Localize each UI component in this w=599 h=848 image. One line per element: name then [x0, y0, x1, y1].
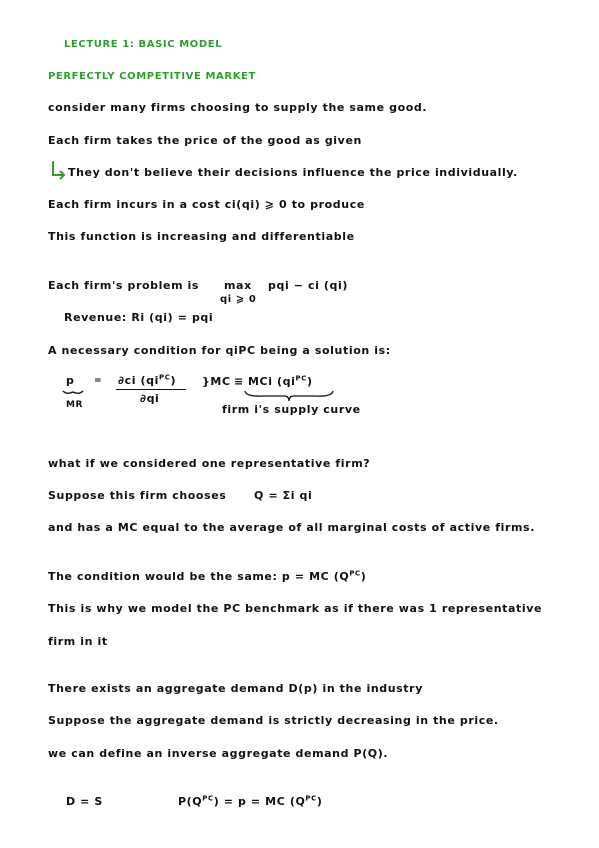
- foc-price: p: [66, 374, 75, 387]
- text-line-16: Suppose the aggregate demand is strictly decreasing in the price.: [48, 714, 499, 727]
- lecture-title: LECTURE 1: BASIC MODEL: [64, 39, 223, 50]
- text-line-10: Suppose this firm chooses: [48, 489, 227, 502]
- text-line-17: we can define an inverse aggregate demand P(Q).: [48, 747, 389, 760]
- foc-mc: }MC: [202, 375, 231, 388]
- foc-equiv: ≡: [234, 375, 244, 388]
- text-line-1: consider many firms choosing to supply the same good.: [48, 101, 428, 114]
- supply-curve-label: firm i's supply curve: [222, 403, 361, 416]
- foc-denominator: ∂qi: [140, 392, 160, 405]
- foc-mr-label: MR: [66, 400, 84, 410]
- underbrace-mr: [62, 389, 84, 397]
- market-clearing: D = S: [66, 795, 103, 808]
- text-line-9: what if we considered one representative firm?: [48, 457, 371, 470]
- text-line-2: Each firm takes the price of the good as given: [48, 134, 362, 147]
- max-subscript: qi ⩾ 0: [220, 294, 257, 305]
- max-operator: max: [224, 279, 252, 292]
- text-line-12: The condition would be the same: p = MC $(Q^{PC})$: [48, 569, 367, 583]
- text-line-4: Each firm incurs in a cost ci(qi) ⩾ 0 to produce: [48, 198, 365, 211]
- revenue-line: Revenue: Ri (qi) = pqi: [64, 311, 214, 324]
- hook-arrow-icon: [50, 160, 70, 182]
- text-line-3: They don't believe their decisions influence the price individually.: [68, 166, 518, 179]
- text-line-14: firm in it: [48, 635, 108, 648]
- aggregate-quantity: Q = Σi qi: [254, 489, 313, 502]
- objective-function: pqi − ci (qi): [268, 279, 349, 292]
- fraction-bar: [116, 389, 186, 390]
- text-line-11: and has a MC equal to the average of all marginal costs of active firms.: [48, 521, 535, 534]
- foc-numerator: ∂ci $(qi^{PC})$: [118, 373, 177, 387]
- text-line-13: This is why we model the PC benchmark as if there was 1 representative: [48, 602, 543, 615]
- condition-line: A necessary condition for qiPC being a solution is:: [48, 344, 391, 357]
- section-heading: PERFECTLY COMPETITIVE MARKET: [48, 71, 256, 82]
- firm-problem-label: Each firm's problem is: [48, 279, 200, 292]
- text-line-5: This function is increasing and differentiable: [48, 230, 355, 243]
- text-line-15: There exists an aggregate demand D(p) in the industry: [48, 682, 423, 695]
- foc-equals: =: [94, 376, 103, 386]
- underbrace-supply: [244, 390, 334, 402]
- foc-mci: MCi $(qi^{PC})$: [248, 374, 313, 388]
- equilibrium-condition: $P(Q^{PC}) = p$ = MC $(Q^{PC})$: [178, 794, 323, 808]
